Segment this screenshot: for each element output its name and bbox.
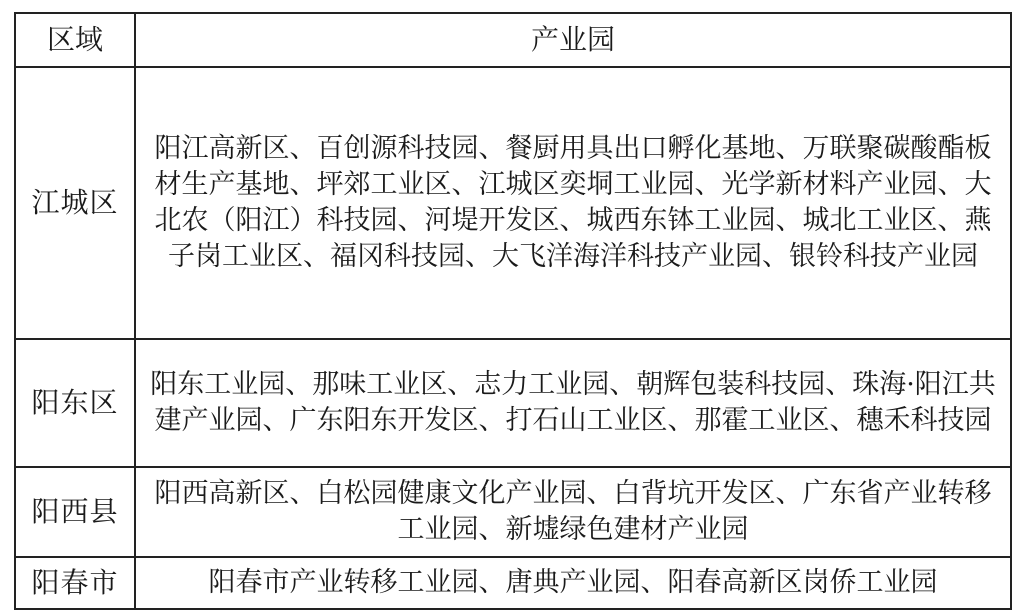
header-row (15, 13, 1011, 67)
parks-cell: 阳江高新区、百创源科技园、餐厨用具出口孵化基地、万联聚碳酸酯板材生产基地、坪郊工业区、江城区奕垌工业园、光学新材料产业园、大北农（阳江）科技园、河堤开发区、城西东钵工业园、城北工业区、燕子岗工业区、福冈科技园、大飞洋海洋科技产业园、银铃科技产业园 (135, 67, 1011, 339)
table-row (15, 467, 1011, 557)
header-parks: 产业园 (135, 13, 1011, 67)
table-row (15, 67, 1011, 339)
parks-cell: 阳东工业园、那味工业区、志力工业园、朝辉包装科技园、珠海·阳江共建产业园、广东阳东开发区、打石山工业区、那霍工业区、穗禾科技园 (135, 339, 1011, 467)
table-row (15, 339, 1011, 467)
industrial-parks-table (14, 12, 1012, 610)
parks-cell: 阳春市产业转移工业园、唐典产业园、阳春高新区岗侨工业园 (135, 557, 1011, 609)
header-region: 区域 (15, 13, 135, 67)
region-cell: 阳西县 (15, 467, 135, 557)
region-cell: 江城区 (15, 67, 135, 339)
table-row (15, 557, 1011, 609)
region-cell: 阳春市 (15, 557, 135, 609)
parks-cell: 阳西高新区、白松园健康文化产业园、白背坑开发区、广东省产业转移工业园、新墟绿色建材产业园 (135, 467, 1011, 557)
region-cell: 阳东区 (15, 339, 135, 467)
